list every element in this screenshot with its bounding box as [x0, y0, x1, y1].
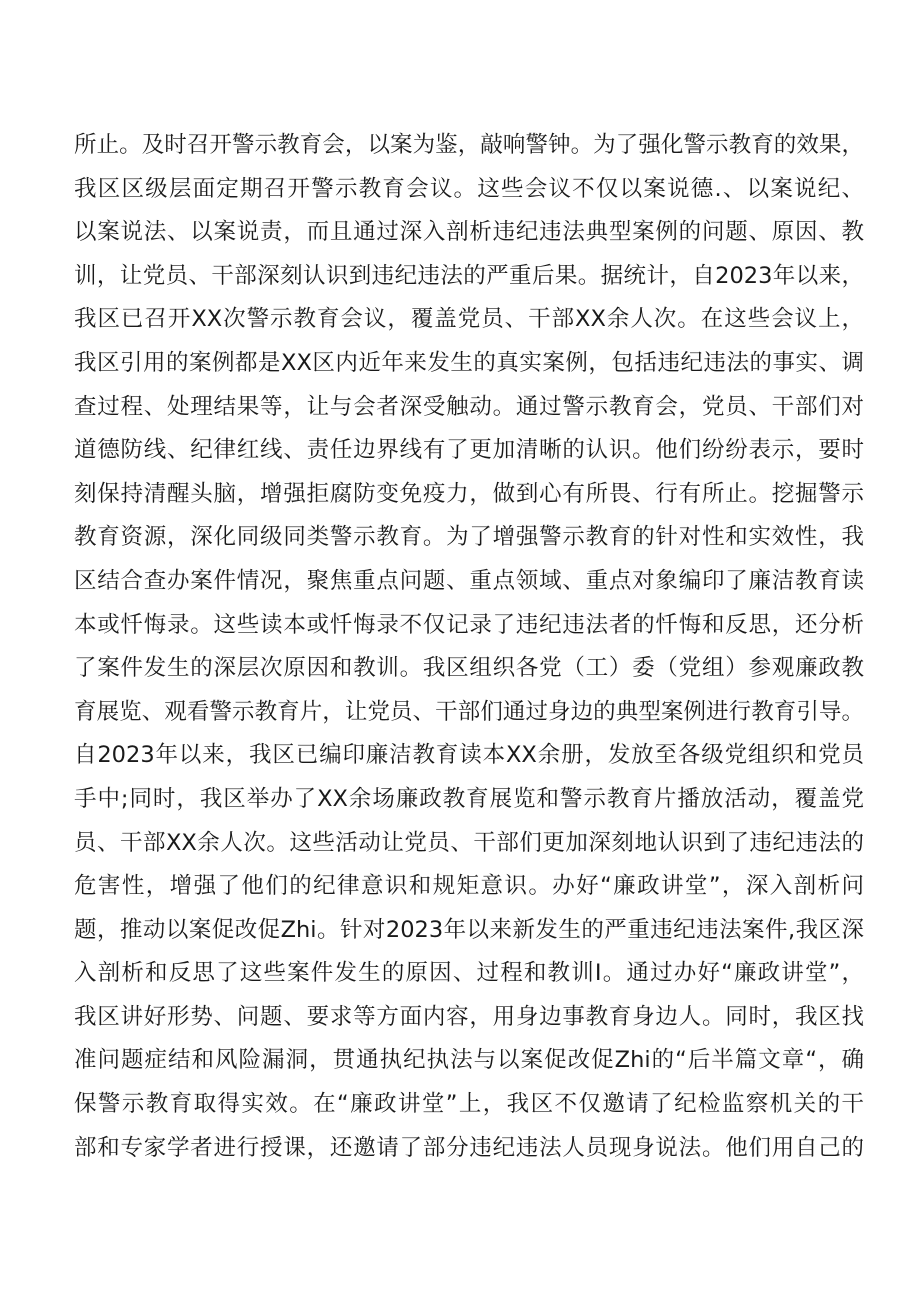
- text-line: 自2023年以来，我区已编印廉洁教育读本XX余册，发放至各级党组织和党员: [74, 742, 864, 769]
- text-line: 保警示教育取得实效。在“廉政讲堂”上，我区不仅邀请了纪检监察机关的干: [74, 1091, 864, 1118]
- text-line: 训，让党员、干部深刻认识到违纪违法的严重后果。据统计，自2023年以来，: [74, 262, 864, 289]
- text-line: 教育资源，深化同级同类警示教育。为了增强警示教育的针对性和实效性，我: [74, 524, 864, 551]
- text-line: 查过程、处理结果等，让与会者深受触动。通过警示教育会，党员、干部们对: [74, 393, 864, 420]
- text-line: 我区讲好形势、问题、要求等方面内容，用身边事教育身边人。同时，我区找: [74, 1003, 864, 1030]
- text-line: 本或忏悔录。这些读本或忏悔录不仅记录了违纪违法者的忏悔和反思，还分析: [74, 611, 864, 638]
- text-line: 区结合查办案件情况，聚焦重点问题、重点领域、重点对象编印了廉洁教育读: [74, 567, 864, 594]
- text-line: 刻保持清醒头脑，增强拒腐防变免疫力，做到心有所畏、行有所止。挖掘警示: [74, 480, 864, 507]
- text-line: 所止。及时召开警示教育会，以案为鉴，敲响警钟。为了强化警示教育的效果，: [74, 132, 864, 158]
- text-line: 准问题症结和风险漏洞，贯通执纪执法与以案促改促Zhi的“后半篇文章“，确: [74, 1047, 864, 1074]
- text-line: 题，推动以案促改促Zhi。针对2023年以来新发生的严重违纪违法案件,我区深: [74, 916, 864, 943]
- text-line: 部和专家学者进行授课，还邀请了部分违纪违法人员现身说法。他们用自己的: [74, 1134, 864, 1161]
- text-line: 道德防线、纪律红线、责任边界线有了更加清晰的认识。他们纷纷表示，要时: [74, 437, 864, 464]
- text-line: 员、干部XX余人次。这些活动让党员、干部们更加深刻地认识到了违纪违法的: [74, 829, 864, 856]
- text-line: 育展览、观看警示教育片，让党员、干部们通过身边的典型案例进行教育引导。: [74, 698, 864, 725]
- text-line: 我区已召开XX次警示教育会议，覆盖党员、干部XX余人次。在这些会议上，: [74, 306, 864, 333]
- text-line: 我区区级层面定期召开警示教育会议。这些会议不仅以案说德.、以案说纪、: [74, 175, 864, 202]
- text-line: 入剖析和反思了这些案件发生的原因、过程和教训I。通过办好“廉政讲堂”，: [74, 960, 864, 987]
- text-line: 危害性，增强了他们的纪律意识和规矩意识。办好“廉政讲堂”，深入剖析问: [74, 873, 864, 900]
- text-line: 我区引用的案例都是XX区内近年来发生的真实案例，包括违纪违法的事实、调: [74, 349, 864, 376]
- text-line: 以案说法、以案说责，而且通过深入剖析违纪违法典型案例的问题、原因、教: [74, 219, 864, 246]
- document-body: [74, 124, 864, 1170]
- text-line: 了案件发生的深层次原因和教训。我区组织各党（工）委（党组）参观廉政教: [74, 655, 864, 682]
- text-line: 手中;同时，我区举办了XX余场廉政教育展览和警示教育片播放活动，覆盖党: [74, 785, 864, 812]
